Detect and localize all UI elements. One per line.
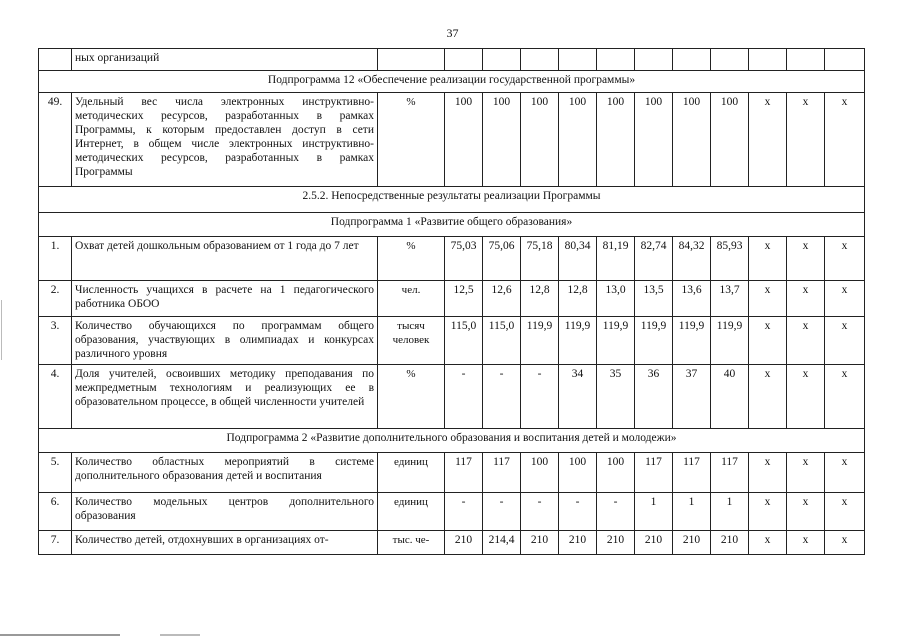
- value-cell: х: [825, 317, 865, 365]
- value-cell: 13,7: [711, 281, 749, 317]
- value-cell: 80,34: [559, 237, 597, 281]
- value-cell: -: [521, 493, 559, 531]
- row-number: 7.: [39, 531, 72, 555]
- value-cell: х: [825, 237, 865, 281]
- value-cell: 115,0: [483, 317, 521, 365]
- value-cell: 119,9: [635, 317, 673, 365]
- value-cell: 1: [711, 493, 749, 531]
- value-cell: х: [749, 281, 787, 317]
- row-description: Количество модельных центров дополнительного образования: [72, 493, 378, 531]
- value-cell: 119,9: [597, 317, 635, 365]
- row-description: Количество детей, отдохнувших в организациях от-: [72, 531, 378, 555]
- section-row-results: [39, 187, 865, 213]
- value-cell: х: [749, 317, 787, 365]
- value-cell: 12,6: [483, 281, 521, 317]
- row-unit: тыс. че-: [378, 531, 445, 555]
- scan-edge-mark: [1, 300, 2, 360]
- value-cell: 119,9: [673, 317, 711, 365]
- value-cell: х: [825, 531, 865, 555]
- table-row-49: [39, 93, 865, 187]
- value-cell: х: [749, 493, 787, 531]
- value-cell: -: [483, 365, 521, 429]
- value-cell: х: [749, 531, 787, 555]
- value-cell: х: [787, 237, 825, 281]
- row-number: 49.: [39, 93, 72, 187]
- value-cell: -: [445, 493, 483, 531]
- table-row: [39, 237, 865, 281]
- value-cell: 75,06: [483, 237, 521, 281]
- row-description: Количество областных мероприятий в системе дополнительного образования детей и воспитания: [72, 453, 378, 493]
- value-cell: 210: [445, 531, 483, 555]
- value-cell: 1: [635, 493, 673, 531]
- row-description: ных организаций: [72, 49, 378, 71]
- value-cell: 37: [673, 365, 711, 429]
- table-row: [39, 453, 865, 493]
- section-row-subprogram-2: [39, 429, 865, 453]
- value-cell: х: [825, 365, 865, 429]
- subprogram-1-heading: Подпрограмма 1 «Развитие общего образования»: [39, 213, 865, 237]
- row-unit: %: [378, 365, 445, 429]
- value-cell: х: [787, 317, 825, 365]
- value-cell: 84,32: [673, 237, 711, 281]
- row-description: Охват детей дошкольным образованием от 1 года до 7 лет: [72, 237, 378, 281]
- row-number: 3.: [39, 317, 72, 365]
- value-cell: х: [825, 493, 865, 531]
- value-cell: 75,03: [445, 237, 483, 281]
- row-unit: %: [378, 237, 445, 281]
- value-cell: 100: [635, 93, 673, 187]
- value-cell: х: [787, 93, 825, 187]
- value-cell: -: [483, 493, 521, 531]
- value-cell: 12,8: [521, 281, 559, 317]
- row-unit: %: [378, 93, 445, 187]
- value-cell: 75,18: [521, 237, 559, 281]
- value-cell: х: [749, 453, 787, 493]
- value-cell: 210: [711, 531, 749, 555]
- row-unit: тысяч человек: [378, 317, 445, 365]
- table-row: [39, 317, 865, 365]
- value-cell: 210: [635, 531, 673, 555]
- row-number: 1.: [39, 237, 72, 281]
- value-cell: х: [825, 453, 865, 493]
- value-cell: 214,4: [483, 531, 521, 555]
- value-cell: 40: [711, 365, 749, 429]
- value-cell: 100: [559, 453, 597, 493]
- value-cell: х: [825, 281, 865, 317]
- section-row-subprogram-1: [39, 213, 865, 237]
- value-cell: 85,93: [711, 237, 749, 281]
- row-description: Количество обучающихся по программам общего образования, участвующих в олимпиадах и конкурсах различного уровня: [72, 317, 378, 365]
- value-cell: 100: [711, 93, 749, 187]
- value-cell: 35: [597, 365, 635, 429]
- value-cell: 117: [483, 453, 521, 493]
- value-cell: х: [787, 531, 825, 555]
- value-cell: х: [787, 281, 825, 317]
- value-cell: -: [445, 365, 483, 429]
- value-cell: 210: [559, 531, 597, 555]
- row-number: 5.: [39, 453, 72, 493]
- value-cell: 117: [673, 453, 711, 493]
- row-unit: чел.: [378, 281, 445, 317]
- indicators-table: [38, 48, 865, 555]
- table-row: [39, 493, 865, 531]
- subprogram-12-heading: Подпрограмма 12 «Обеспечение реализации государственной программы»: [39, 71, 865, 93]
- row-unit: единиц: [378, 453, 445, 493]
- value-cell: 100: [673, 93, 711, 187]
- value-cell: 100: [521, 93, 559, 187]
- value-cell: 13,0: [597, 281, 635, 317]
- value-cell: 100: [445, 93, 483, 187]
- value-cell: 119,9: [521, 317, 559, 365]
- table-row-continuation: [39, 49, 865, 71]
- value-cell: 82,74: [635, 237, 673, 281]
- row-description: Численность учащихся в расчете на 1 педагогического работника ОБОО: [72, 281, 378, 317]
- row-number: 4.: [39, 365, 72, 429]
- value-cell: 34: [559, 365, 597, 429]
- value-cell: х: [825, 93, 865, 187]
- row-description: Доля учителей, освоивших методику преподавания по межпредметным технологиям и реализующих ее в образовательном процессе, в общей численности учителей: [72, 365, 378, 429]
- value-cell: 12,5: [445, 281, 483, 317]
- value-cell: 100: [559, 93, 597, 187]
- value-cell: х: [787, 365, 825, 429]
- value-cell: 119,9: [711, 317, 749, 365]
- scan-bottom-mark: [160, 634, 200, 636]
- value-cell: -: [597, 493, 635, 531]
- value-cell: 81,19: [597, 237, 635, 281]
- value-cell: х: [749, 365, 787, 429]
- value-cell: 13,6: [673, 281, 711, 317]
- row-number: 2.: [39, 281, 72, 317]
- value-cell: х: [749, 93, 787, 187]
- table-row: [39, 365, 865, 429]
- value-cell: 117: [635, 453, 673, 493]
- value-cell: х: [787, 453, 825, 493]
- row-description: Удельный вес числа электронных инструктивно-методических ресурсов, разработанных в рамках Программы, к которым предоставлен доступ в сети Интернет, в общем числе электронных инструктивно-методических ресурсов, разработанных в рамках Программы: [72, 93, 378, 187]
- value-cell: -: [521, 365, 559, 429]
- value-cell: 210: [597, 531, 635, 555]
- value-cell: 100: [483, 93, 521, 187]
- table-row: [39, 281, 865, 317]
- value-cell: 100: [521, 453, 559, 493]
- value-cell: х: [749, 237, 787, 281]
- subprogram-2-heading: Подпрограмма 2 «Развитие дополнительного образования и воспитания детей и молодежи»: [39, 429, 865, 453]
- scan-bottom-mark: [0, 634, 120, 636]
- row-unit: единиц: [378, 493, 445, 531]
- row-number: 6.: [39, 493, 72, 531]
- value-cell: 210: [673, 531, 711, 555]
- value-cell: 12,8: [559, 281, 597, 317]
- table-row: [39, 531, 865, 555]
- page-number: 37: [446, 26, 459, 40]
- value-cell: 117: [445, 453, 483, 493]
- row-number-cell: [39, 49, 72, 71]
- value-cell: -: [559, 493, 597, 531]
- value-cell: 100: [597, 93, 635, 187]
- value-cell: 100: [597, 453, 635, 493]
- section-row-subprogram-12: [39, 71, 865, 93]
- value-cell: 13,5: [635, 281, 673, 317]
- value-cell: 210: [521, 531, 559, 555]
- value-cell: 36: [635, 365, 673, 429]
- value-cell: 117: [711, 453, 749, 493]
- section-2-5-2-heading: 2.5.2. Непосредственные результаты реализации Программы: [39, 187, 865, 213]
- value-cell: 119,9: [559, 317, 597, 365]
- value-cell: 115,0: [445, 317, 483, 365]
- value-cell: х: [787, 493, 825, 531]
- value-cell: 1: [673, 493, 711, 531]
